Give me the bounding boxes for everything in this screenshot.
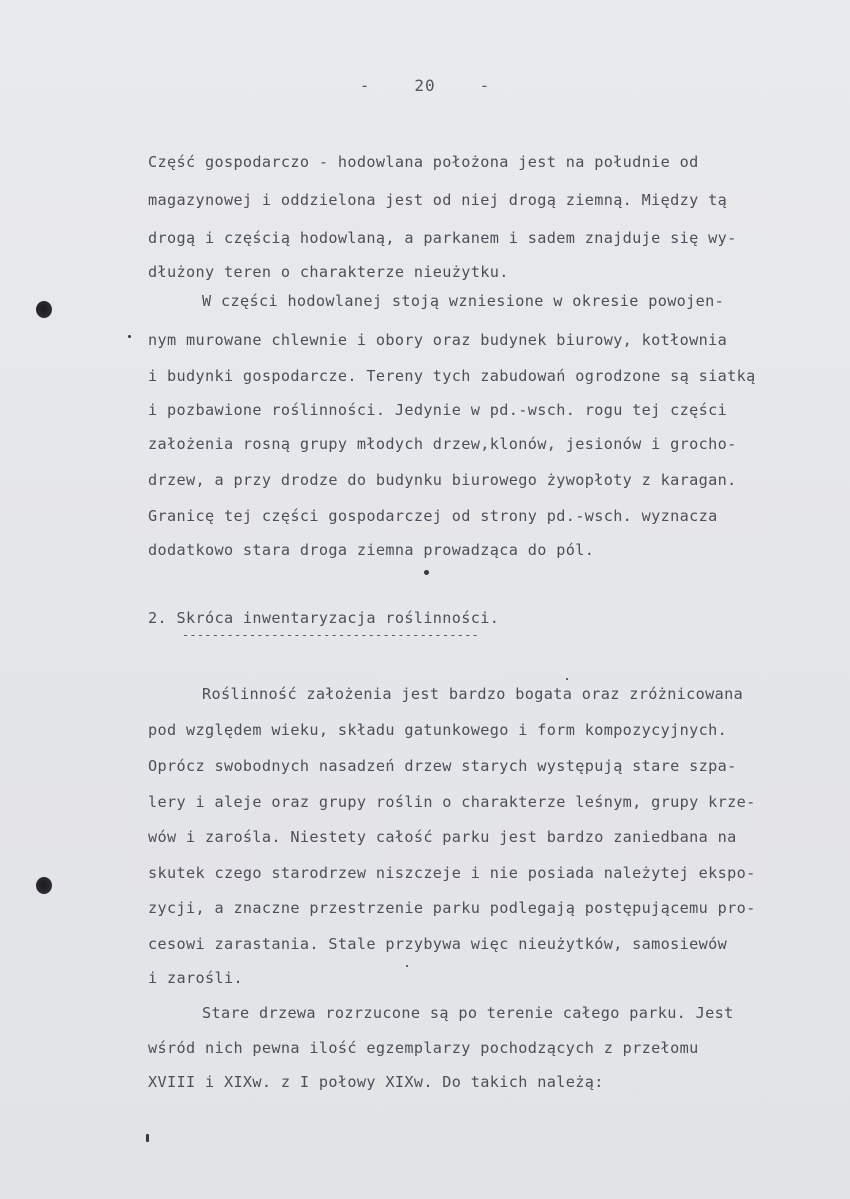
paragraph-1-line-2: magazynowej i oddzielona jest od niej drogą ziemną. Między tą — [148, 191, 728, 209]
paragraph-3-line-1: Roślinność założenia jest bardzo bogata oraz zróżnicowana — [202, 685, 744, 703]
ink-speck — [128, 335, 131, 338]
paragraph-2-line-1: W części hodowlanej stoją wzniesione w okresie powojen- — [202, 292, 725, 310]
paragraph-2-line-2: nym murowane chlewnie i obory oraz budynek biurowy, kotłownia — [148, 331, 728, 349]
ink-speck — [566, 678, 568, 680]
page-number-dash-right: - — [479, 76, 491, 95]
paragraph-3-line-2: pod względem wieku, składu gatunkowego i form kompozycyjnych. — [148, 721, 728, 739]
paragraph-2-line-5: założenia rosną grupy młodych drzew,klonów, jesionów i grocho- — [148, 435, 737, 453]
paragraph-3-line-8: cesowi zarastania. Stale przybywa więc nieużytków, samosiewów — [148, 935, 728, 953]
ink-speck — [406, 965, 408, 967]
section-heading-underline: ---------------------------------------- — [182, 628, 479, 642]
paragraph-1-line-3: drogą i częścią hodowlaną, a parkanem i sadem znajduje się wy- — [148, 229, 737, 247]
paragraph-2-line-3: i budynki gospodarcze. Tereny tych zabudowań ogrodzone są siatką — [148, 367, 756, 385]
page-number-dash-left: - — [359, 76, 371, 95]
paragraph-2-line-4: i pozbawione roślinności. Jedynie w pd.-wsch. rogu tej części — [148, 401, 728, 419]
paragraph-3-line-5: wów i zarośla. Niestety całość parku jest bardzo zaniedbana na — [148, 828, 737, 846]
punch-hole-top — [36, 301, 52, 318]
paragraph-1-line-1: Część gospodarczo - hodowlana położona jest na południe od — [148, 153, 699, 171]
paragraph-3-line-4: lery i aleje oraz grupy roślin o charakterze leśnym, grupy krze- — [148, 793, 756, 811]
ink-speck — [146, 1134, 149, 1142]
paragraph-1-line-4: dłużony teren o charakterze nieużytku. — [148, 263, 509, 281]
paragraph-2-line-8: dodatkowo stara droga ziemna prowadząca do pól. — [148, 541, 595, 559]
paragraph-3-line-7: zycji, a znaczne przestrzenie parku podlegają postępującemu pro- — [148, 899, 756, 917]
page-number — [0, 76, 850, 95]
paragraph-3-line-3: Oprócz swobodnych nasadzeń drzew starych występują stare szpa- — [148, 757, 737, 775]
paragraph-4-line-1: Stare drzewa rozrzucone są po terenie całego parku. Jest — [202, 1004, 734, 1022]
paragraph-3-line-6: skutek czego starodrzew niszczeje i nie posiada należytej ekspo- — [148, 864, 756, 882]
section-heading: 2. Skróca inwentaryzacja roślinności. — [148, 609, 500, 627]
ink-speck — [424, 570, 429, 575]
paragraph-4-line-3: XVIII i XIXw. z I połowy XIXw. Do takich należą: — [148, 1073, 604, 1091]
paragraph-3-line-9: i zarośli. — [148, 969, 243, 987]
paragraph-2-line-6: drzew, a przy drodze do budynku biurowego żywopłoty z karagan. — [148, 471, 737, 489]
paragraph-4-line-2: wśród nich pewna ilość egzemplarzy pochodzących z przełomu — [148, 1039, 699, 1057]
page-number-value: 20 — [414, 76, 436, 95]
punch-hole-bottom — [36, 877, 52, 894]
paragraph-2-line-7: Granicę tej części gospodarczej od strony pd.-wsch. wyznacza — [148, 507, 718, 525]
